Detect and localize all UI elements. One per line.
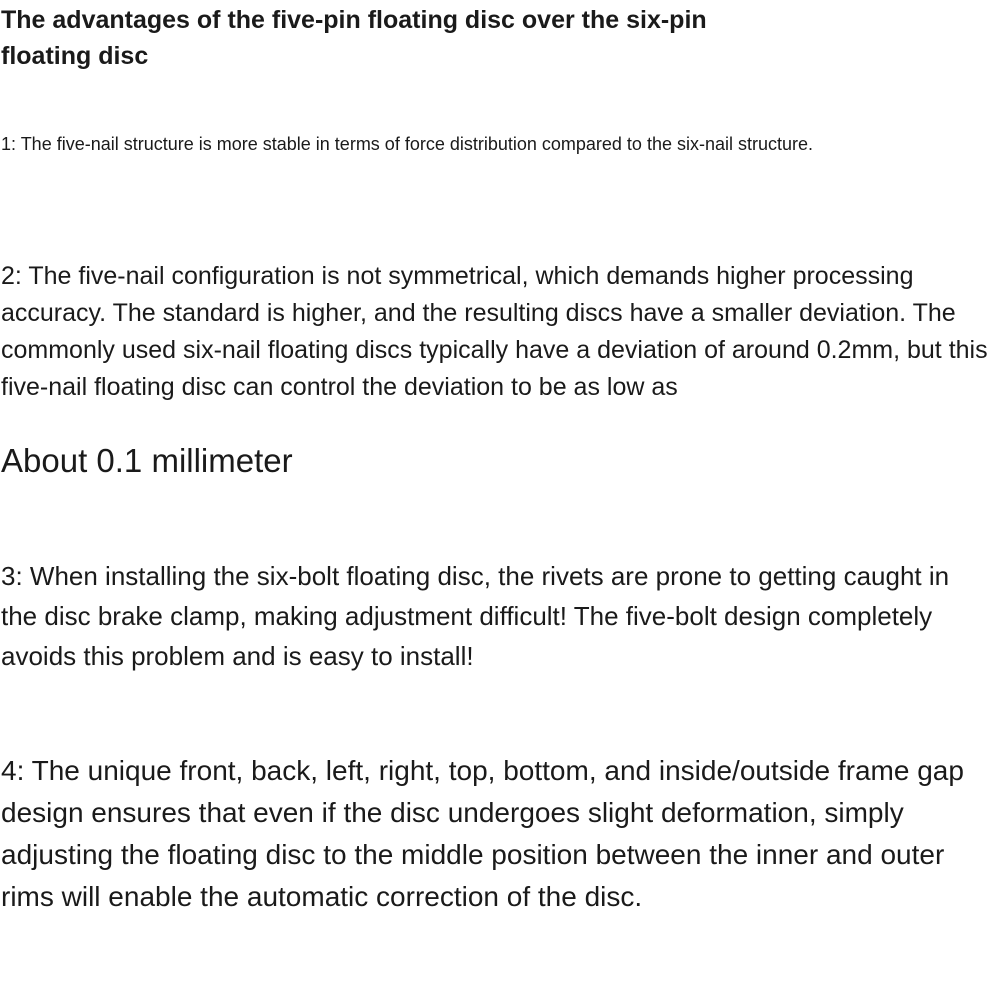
advantage-point-3: 3: When installing the six-bolt floating disc, the rivets are prone to getting caught in the disc brake clamp, making adjustment difficult! The five-bolt design completely avoids this problem and is easy to install! [1,561,950,671]
document-title: The advantages of the five-pin floating disc over the six-pin floating disc [1,6,707,70]
deviation-highlight: About 0.1 millimeter [1,442,293,479]
advantage-point-2: 2: The five-nail configuration is not symmetrical, which demands higher processing accuracy. The standard is higher, and the resulting discs have a smaller deviation. The commonly used six-nail floating discs typically have a deviation of around 0.2mm, but this five-nail floating disc can control the deviation to be as low as [1,262,988,401]
advantage-point-1: 1: The five-nail structure is more stable in terms of force distribution compared to the six-nail structure. [1,134,814,154]
advantage-point-4: 4: The unique front, back, left, right, top, bottom, and inside/outside frame gap design ensures that even if the disc undergoes slight deformation, simply adjusting the floating disc to the middle position between the inner and outer rims will enable the automatic correction of the disc. [1,755,964,912]
